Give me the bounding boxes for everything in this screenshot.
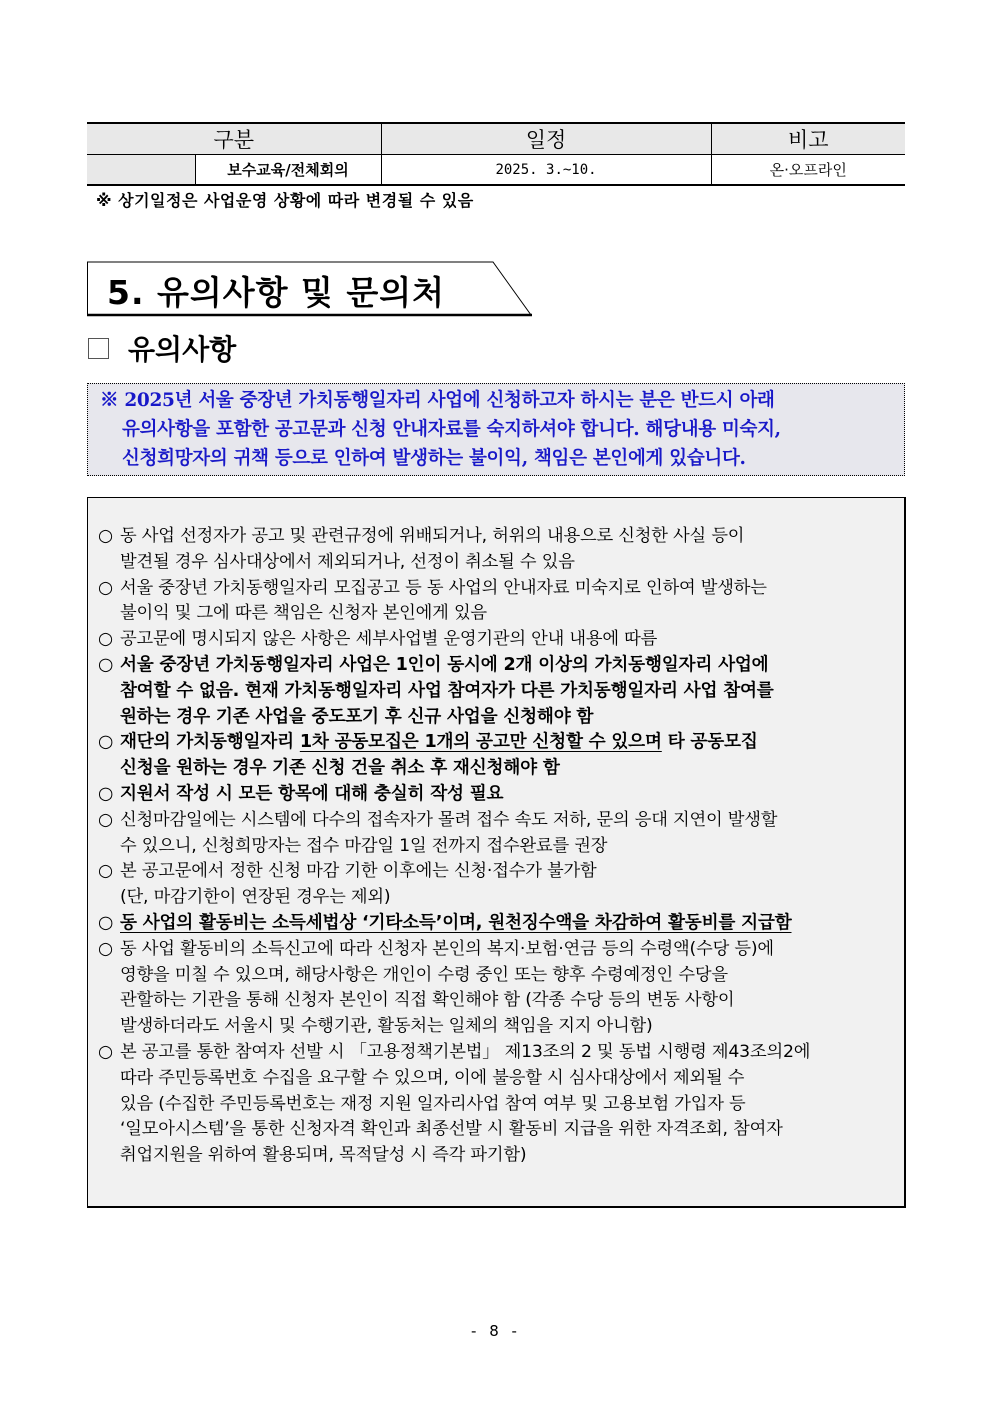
header-note: 비고: [711, 123, 905, 155]
list-item: [98, 653, 904, 730]
section-heading: [87, 261, 533, 315]
header-category: 구분: [87, 123, 381, 155]
item-text: 발견될 경우 심사대상에서 제외되거나, 선정이 취소될 수 있음: [120, 551, 575, 572]
circle-bullet-icon: ○: [98, 783, 114, 804]
row-note: 온·오프라인: [711, 155, 905, 186]
item-text: 공고문에 명시되지 않은 사항은 세부사업별 운영기관의 안내 내용에 따름: [120, 629, 658, 650]
subsection-title: 유의사항: [128, 333, 237, 366]
circle-bullet-icon: ○: [98, 809, 113, 830]
schedule-note: ※ 상기일정은 사업운영 상황에 따라 변경될 수 있음: [96, 191, 474, 210]
item-text: 동 사업 선정자가 공고 및 관련규정에 위배되거나, 허위의 내용으로 신청한 사실 등이: [120, 526, 745, 546]
item-text: 지원서 작성 시 모든 항목에 대해 충실히 작성 필요: [120, 783, 504, 804]
circle-bullet-icon: ○: [98, 732, 114, 753]
notice-line: 신청희망자의 귀책 등으로 인하여 발생하는 불이익, 책임은 본인에게 있습니다.: [122, 448, 746, 469]
item-text: 서울 중장년 가치동행일자리 모집공고 등 동 사업의 안내자료 미숙지로 인하여 발생하는: [120, 577, 767, 598]
item-text: 서울 중장년 가치동행일자리 사업은 1인이 동시에 2개 이상의 가치동행일자리 사업에: [120, 654, 769, 675]
list-item: [98, 730, 904, 782]
underlined-text: 동 사업의 활동비는 소득세법상 ‘기타소득’이며, 원천징수액을 차감하여 활동비를 지급함: [120, 912, 792, 933]
circle-bullet-icon: ○: [98, 912, 114, 933]
item-text: 불이익 및 그에 따른 책임은 신청자 본인에게 있음: [120, 603, 487, 624]
item-text: 관할하는 기관을 통해 신청자 본인이 직접 확인해야 함 (각종 수당 등의 변동 사항이: [120, 990, 735, 1011]
table-header-row: [87, 123, 905, 155]
item-text: 신청을 원하는 경우 기존 신청 건을 취소 후 재신청해야 함: [120, 758, 560, 779]
item-text: 동 사업 활동비의 소득신고에 따라 신청자 본인의 복지·보험·연금 등의 수령액(수당 등)에: [120, 938, 774, 959]
underlined-text: 1차 공동모집은 1개의 공고만 신청할 수 있으며: [299, 732, 662, 753]
subsection-heading: [88, 328, 236, 368]
row-schedule: 2025. 3.~10.: [381, 155, 711, 186]
item-text: 수 있으니, 신청희망자는 접수 마감일 1일 전까지 접수완료를 권장: [120, 835, 608, 856]
item-text: 발생하더라도 서울시 및 수행기관, 활동처는 일체의 책임을 지지 아니함): [120, 1016, 653, 1037]
item-text: 있음 (수집한 주민등록번호는 재정 지원 일자리사업 참여 여부 및 고용보험 가입자 등: [120, 1093, 746, 1114]
item-text: 본 공고를 통한 참여자 선발 시 「고용정책기본법」 제13조의 2 및 동법 시행령 제43조의2에: [120, 1041, 811, 1062]
notice-line: 유의사항을 포함한 공고문과 신청 안내자료를 숙지하셔야 합니다. 해당내용 미숙지,: [122, 419, 781, 440]
item-text: (단, 마감기한이 연장된 경우는 제외): [120, 887, 391, 908]
schedule-table: [87, 122, 905, 186]
list-item: [98, 576, 904, 628]
item-text: 원하는 경우 기존 사업을 중도포기 후 신규 사업을 신청해야 함: [120, 706, 594, 727]
item-text: 본 공고문에서 정한 신청 마감 기한 이후에는 신청·접수가 불가함: [120, 861, 597, 882]
page-number: - 8 -: [471, 1322, 521, 1340]
section-title: 5. 유의사항 및 문의처: [107, 273, 445, 312]
list-item: [98, 524, 904, 576]
circle-bullet-icon: ○: [98, 577, 113, 598]
circle-bullet-icon: ○: [98, 629, 113, 650]
circle-bullet-icon: ○: [98, 654, 114, 675]
circle-bullet-icon: ○: [98, 861, 113, 882]
item-text: 재단의 가치동행일자리: [120, 732, 300, 753]
list-item: [98, 782, 904, 808]
square-bullet-icon: [88, 338, 109, 359]
item-text: 참여할 수 없음. 현재 가치동행일자리 사업 참여자가 다른 가치동행일자리 사업 참여를: [120, 680, 774, 701]
list-item: [98, 808, 904, 860]
circle-bullet-icon: ○: [98, 526, 113, 546]
item-text: 신청마감일에는 시스템에 다수의 접속자가 몰려 접수 속도 저하, 문의 응대 지연이 발생할: [120, 809, 778, 830]
item-text: 영향을 미칠 수 있으며, 해당사항은 개인이 수령 중인 또는 향후 수령예정인 수당을: [120, 964, 728, 985]
row-group-cell: [87, 155, 195, 186]
precautions-box: [87, 497, 906, 1208]
item-text: ‘일모아시스템’을 통한 신청자격 확인과 최종선발 시 활동비 지급을 위한 자격조회, 참여자: [120, 1119, 783, 1140]
item-text: 타 공동모집: [661, 732, 758, 753]
row-category: 보수교육/전체회의: [195, 155, 381, 186]
list-item: [98, 1040, 904, 1169]
table-row: [87, 155, 905, 186]
circle-bullet-icon: ○: [98, 938, 113, 959]
notice-line: ※ 2025년 서울 중장년 가치동행일자리 사업에 신청하고자 하시는 분은 반드시 아래: [100, 390, 775, 411]
list-item: [98, 859, 904, 911]
item-text: 따라 주민등록번호 수집을 요구할 수 있으며, 이에 불응할 시 심사대상에서 제외될 수: [120, 1067, 745, 1088]
list-item: [98, 627, 904, 653]
notice-box: [87, 383, 905, 476]
header-schedule: 일정: [381, 123, 711, 155]
item-text: 취업지원을 위하여 활용되며, 목적달성 시 즉각 파기함): [120, 1145, 527, 1166]
list-item: [98, 937, 904, 1040]
list-item: [98, 911, 904, 937]
circle-bullet-icon: ○: [98, 1041, 113, 1062]
